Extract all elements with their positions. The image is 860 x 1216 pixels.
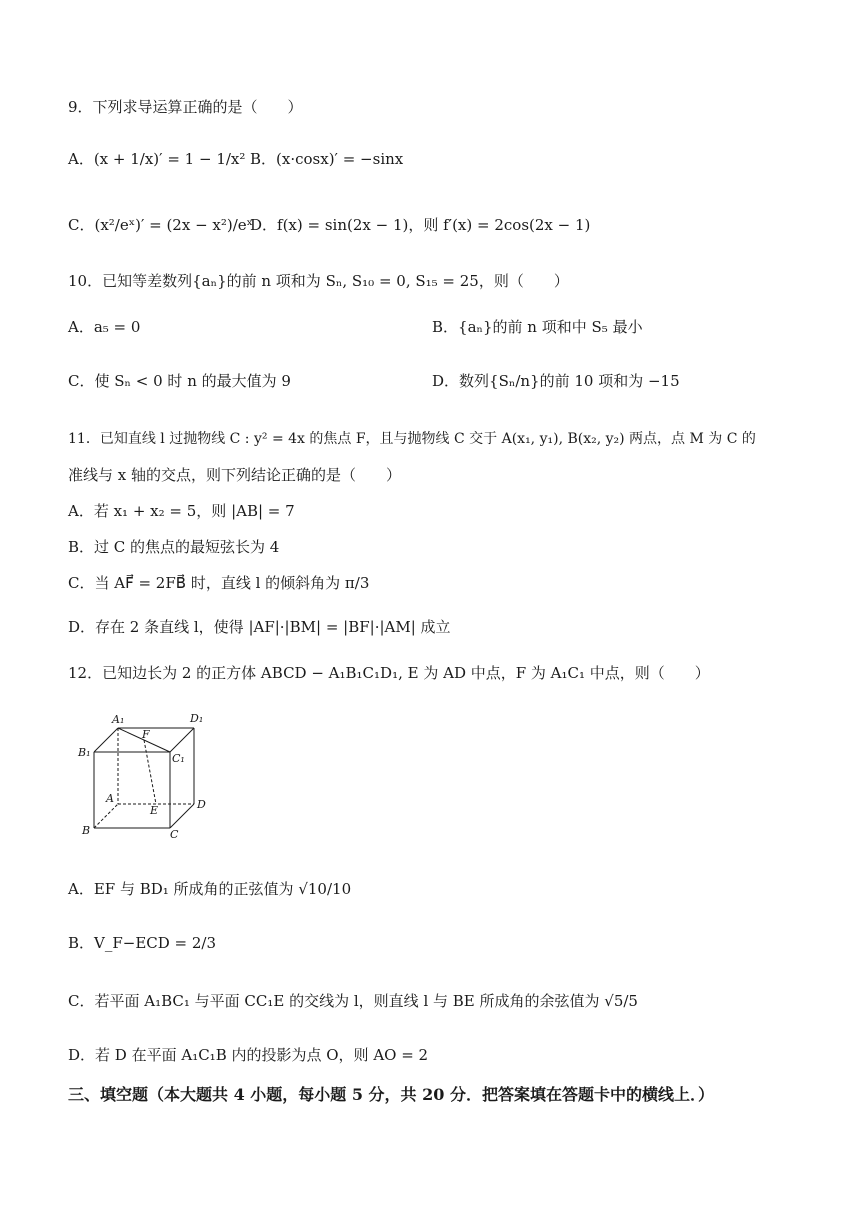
q12-option-b: B．V_F−ECD = 2/3 (68, 934, 217, 952)
q11-option-c: C．当 AF⃗ = 2FB⃗ 时，直线 l 的倾斜角为 π/3 (68, 574, 370, 592)
q9-option-c: C．(x²/eˣ)′ = (2x − x²)/eˣ (68, 216, 254, 234)
q11-stem-cont: 准线与 x 轴的交点，则下列结论正确的是（ ） (68, 466, 401, 484)
label-b1: B₁ (78, 746, 91, 759)
q11-stem: 11．已知直线 l 过抛物线 C : y² = 4x 的焦点 F，且与抛物线 C 交于 A(x₁, y₁), B(x₂, y₂) 两点，点 M 为 C 的 (68, 431, 756, 447)
label-d1: D₁ (190, 712, 204, 725)
q9-option-d: D．f(x) = sin(2x − 1)，则 f′(x) = 2cos(2x − 1) (250, 216, 591, 234)
q11-option-a: A．若 x₁ + x₂ = 5，则 |AB| = 7 (68, 502, 295, 520)
q11-option-d: D．存在 2 条直线 l，使得 |AF|·|BM| = |BF|·|AM| 成立 (68, 618, 451, 636)
q9-option-a: A．(x + 1/x)′ = 1 − 1/x² (68, 150, 246, 168)
q9-stem: 9．下列求导运算正确的是（ ） (68, 98, 303, 116)
q12-option-a: A．EF 与 BD₁ 所成角的正弦值为 √10/10 (68, 880, 352, 898)
label-d: D (197, 798, 206, 811)
q11-option-b: B．过 C 的焦点的最短弦长为 4 (68, 538, 280, 556)
q10-option-d: D．数列{Sₙ/n}的前 10 项和为 −15 (432, 372, 680, 390)
q10-option-b: B．{aₙ}的前 n 项和中 S₅ 最小 (432, 318, 643, 336)
label-f: F (142, 728, 150, 741)
q12-stem: 12．已知边长为 2 的正方体 ABCD − A₁B₁C₁D₁, E 为 AD 中点，F 为 A₁C₁ 中点，则（ ） (68, 664, 710, 682)
label-a1: A₁ (112, 713, 125, 726)
q9-option-b: B．(x·cosx)′ = −sinx (250, 150, 404, 168)
q10-option-c: C．使 Sₙ < 0 时 n 的最大值为 9 (68, 372, 291, 390)
q10-option-a: A．a₅ = 0 (68, 318, 141, 336)
q12-option-c: C．若平面 A₁BC₁ 与平面 CC₁E 的交线为 l，则直线 l 与 BE 所成角的余弦值为 √5/5 (68, 992, 638, 1010)
cube-figure (76, 708, 216, 840)
label-c1: C₁ (172, 752, 185, 765)
section-heading: 三、填空题（本大题共 4 小题，每小题 5 分，共 20 分．把答案填在答题卡中的横线上．） (68, 1085, 714, 1104)
label-e: E (150, 804, 159, 817)
q10-stem: 10．已知等差数列{aₙ}的前 n 项和为 Sₙ, S₁₀ = 0, S₁₅ = 25，则（ ） (68, 272, 569, 290)
q12-option-d: D．若 D 在平面 A₁C₁B 内的投影为点 O，则 AO = 2 (68, 1046, 429, 1064)
label-c: C (170, 828, 179, 840)
label-a: A (106, 792, 114, 805)
label-b: B (82, 824, 91, 837)
